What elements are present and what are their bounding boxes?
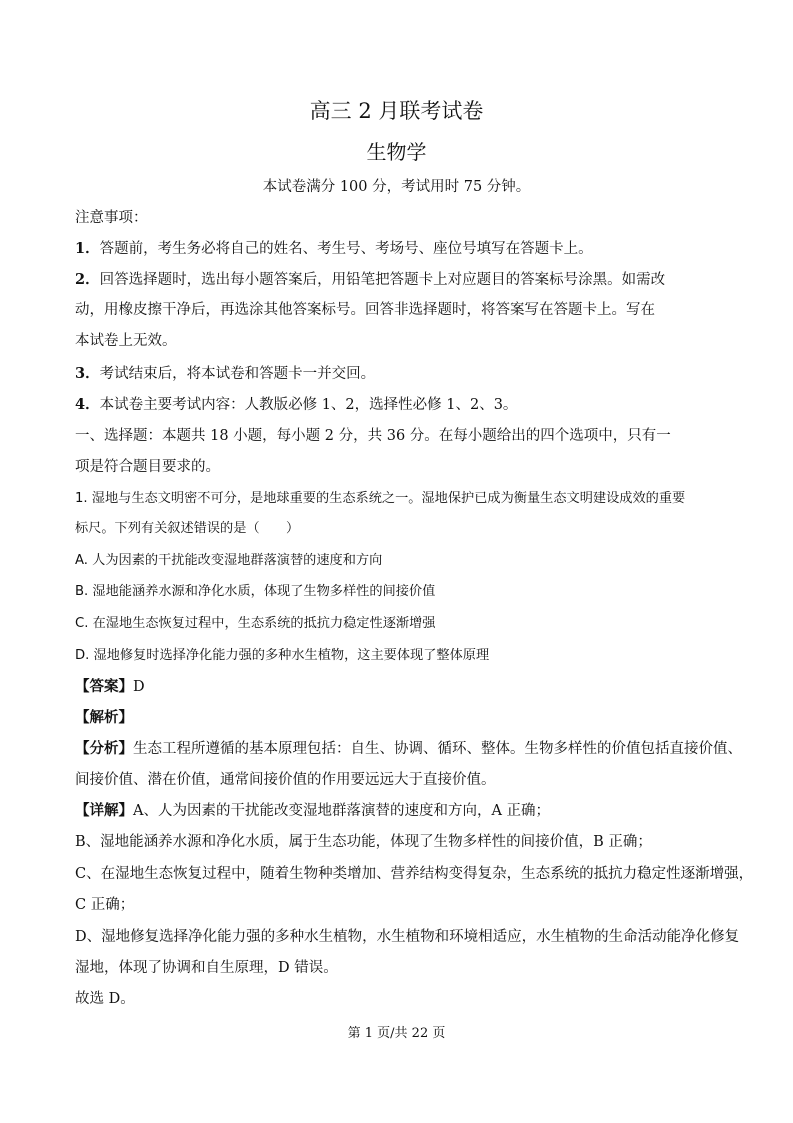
detail-line	[75, 800, 725, 822]
detail-line: 湿地，体现了协调和自生原理，D 错误。	[75, 960, 338, 976]
exam-intro: 本试卷满分 100 分，考试用时 75 分钟。	[262, 179, 531, 195]
answer-value: D	[133, 679, 145, 695]
option-c: C. 在湿地生态恢复过程中，生态系统的抵抗力稳定性逐渐增强	[75, 616, 436, 631]
section-instructions: 一、选择题：本题共 18 小题，每小题 2 分，共 36 分。在每小题给出的四个选项中，只有一	[75, 428, 671, 444]
detail-line: C、在湿地生态恢复过程中，随着生物种类增加、营养结构变得复杂，生态系统的抵抗力稳定性逐渐增强，	[75, 866, 754, 882]
analysis-label: 【分析】	[75, 740, 133, 757]
detail-text: A、人为因素的干扰能改变湿地群落演替的速度和方向，A 正确；	[133, 803, 551, 819]
note-item-1	[75, 238, 725, 260]
detail-label: 【详解】	[75, 802, 133, 819]
option-d: D. 湿地修复时选择净化能力强的多种水生植物，这主要体现了整体原理	[75, 648, 490, 663]
answer-label: 【答案】	[75, 678, 133, 695]
note-text: 答题前，考生务必将自己的姓名、考生号、考场号、座位号填写在答题卡上。	[99, 241, 593, 257]
note-item-3	[75, 363, 725, 385]
answer-line	[75, 676, 725, 698]
question-stem: 1. 湿地与生态文明密不可分，是地球重要的生态系统之一。湿地保护已成为衡量生态文明建设成效的重要	[75, 491, 686, 506]
detail-line: B、湿地能涵养水源和净化水质，属于生态功能，体现了生物多样性的间接价值，B 正确；	[75, 834, 652, 850]
page-number: 第 1 页/共 22 页	[347, 1026, 446, 1041]
note-item-4	[75, 394, 725, 416]
note-text: 本试卷主要考试内容：人教版必修 1、2，选择性必修 1、2、3。	[99, 397, 518, 413]
detail-line: C 正确；	[75, 897, 135, 913]
note-item-2-cont: 本试卷上无效。	[75, 333, 177, 349]
note-number: 4．	[75, 396, 100, 413]
option-b: B. 湿地能涵养水源和净化水质，体现了生物多样性的间接价值	[75, 584, 436, 599]
detail-line: D、湿地修复选择净化能力强的多种水生植物，水生植物和环境相适应，水生植物的生命活动能净化修复	[75, 929, 740, 945]
analysis-text: 生态工程所遵循的基本原理包括：自生、协调、循环、整体。生物多样性的价值包括直接价值、	[133, 741, 742, 757]
note-item-2-cont: 动，用橡皮擦干净后，再选涂其他答案标号。回答非选择题时，将答案写在答题卡上。写在	[75, 302, 655, 318]
exam-title: 高三 2 月联考试卷	[309, 99, 484, 123]
analysis-line	[75, 738, 742, 760]
notes-heading: 注意事项：	[75, 210, 148, 226]
note-number: 1．	[75, 240, 100, 257]
note-item-2	[75, 269, 725, 291]
analysis-line-cont: 间接价值、潜在价值，通常间接价值的作用要远远大于直接价值。	[75, 772, 496, 788]
question-stem-cont: 标尺。下列有关叙述错误的是（ ）	[75, 521, 300, 536]
section-instructions-cont: 项是符合题目要求的。	[75, 459, 220, 475]
note-number: 3．	[75, 365, 100, 382]
option-a: A. 人为因素的干扰能改变湿地群落演替的速度和方向	[75, 553, 383, 568]
note-text: 回答选择题时，选出每小题答案后，用铅笔把答题卡上对应题目的答案标号涂黑。如需改	[99, 272, 666, 288]
note-number: 2．	[75, 271, 100, 288]
analysis-heading: 【解析】	[75, 709, 133, 726]
exam-subject: 生物学	[366, 140, 427, 164]
note-text: 考试结束后，将本试卷和答题卡一并交回。	[99, 366, 376, 382]
conclusion-line: 故选 D。	[75, 991, 135, 1007]
